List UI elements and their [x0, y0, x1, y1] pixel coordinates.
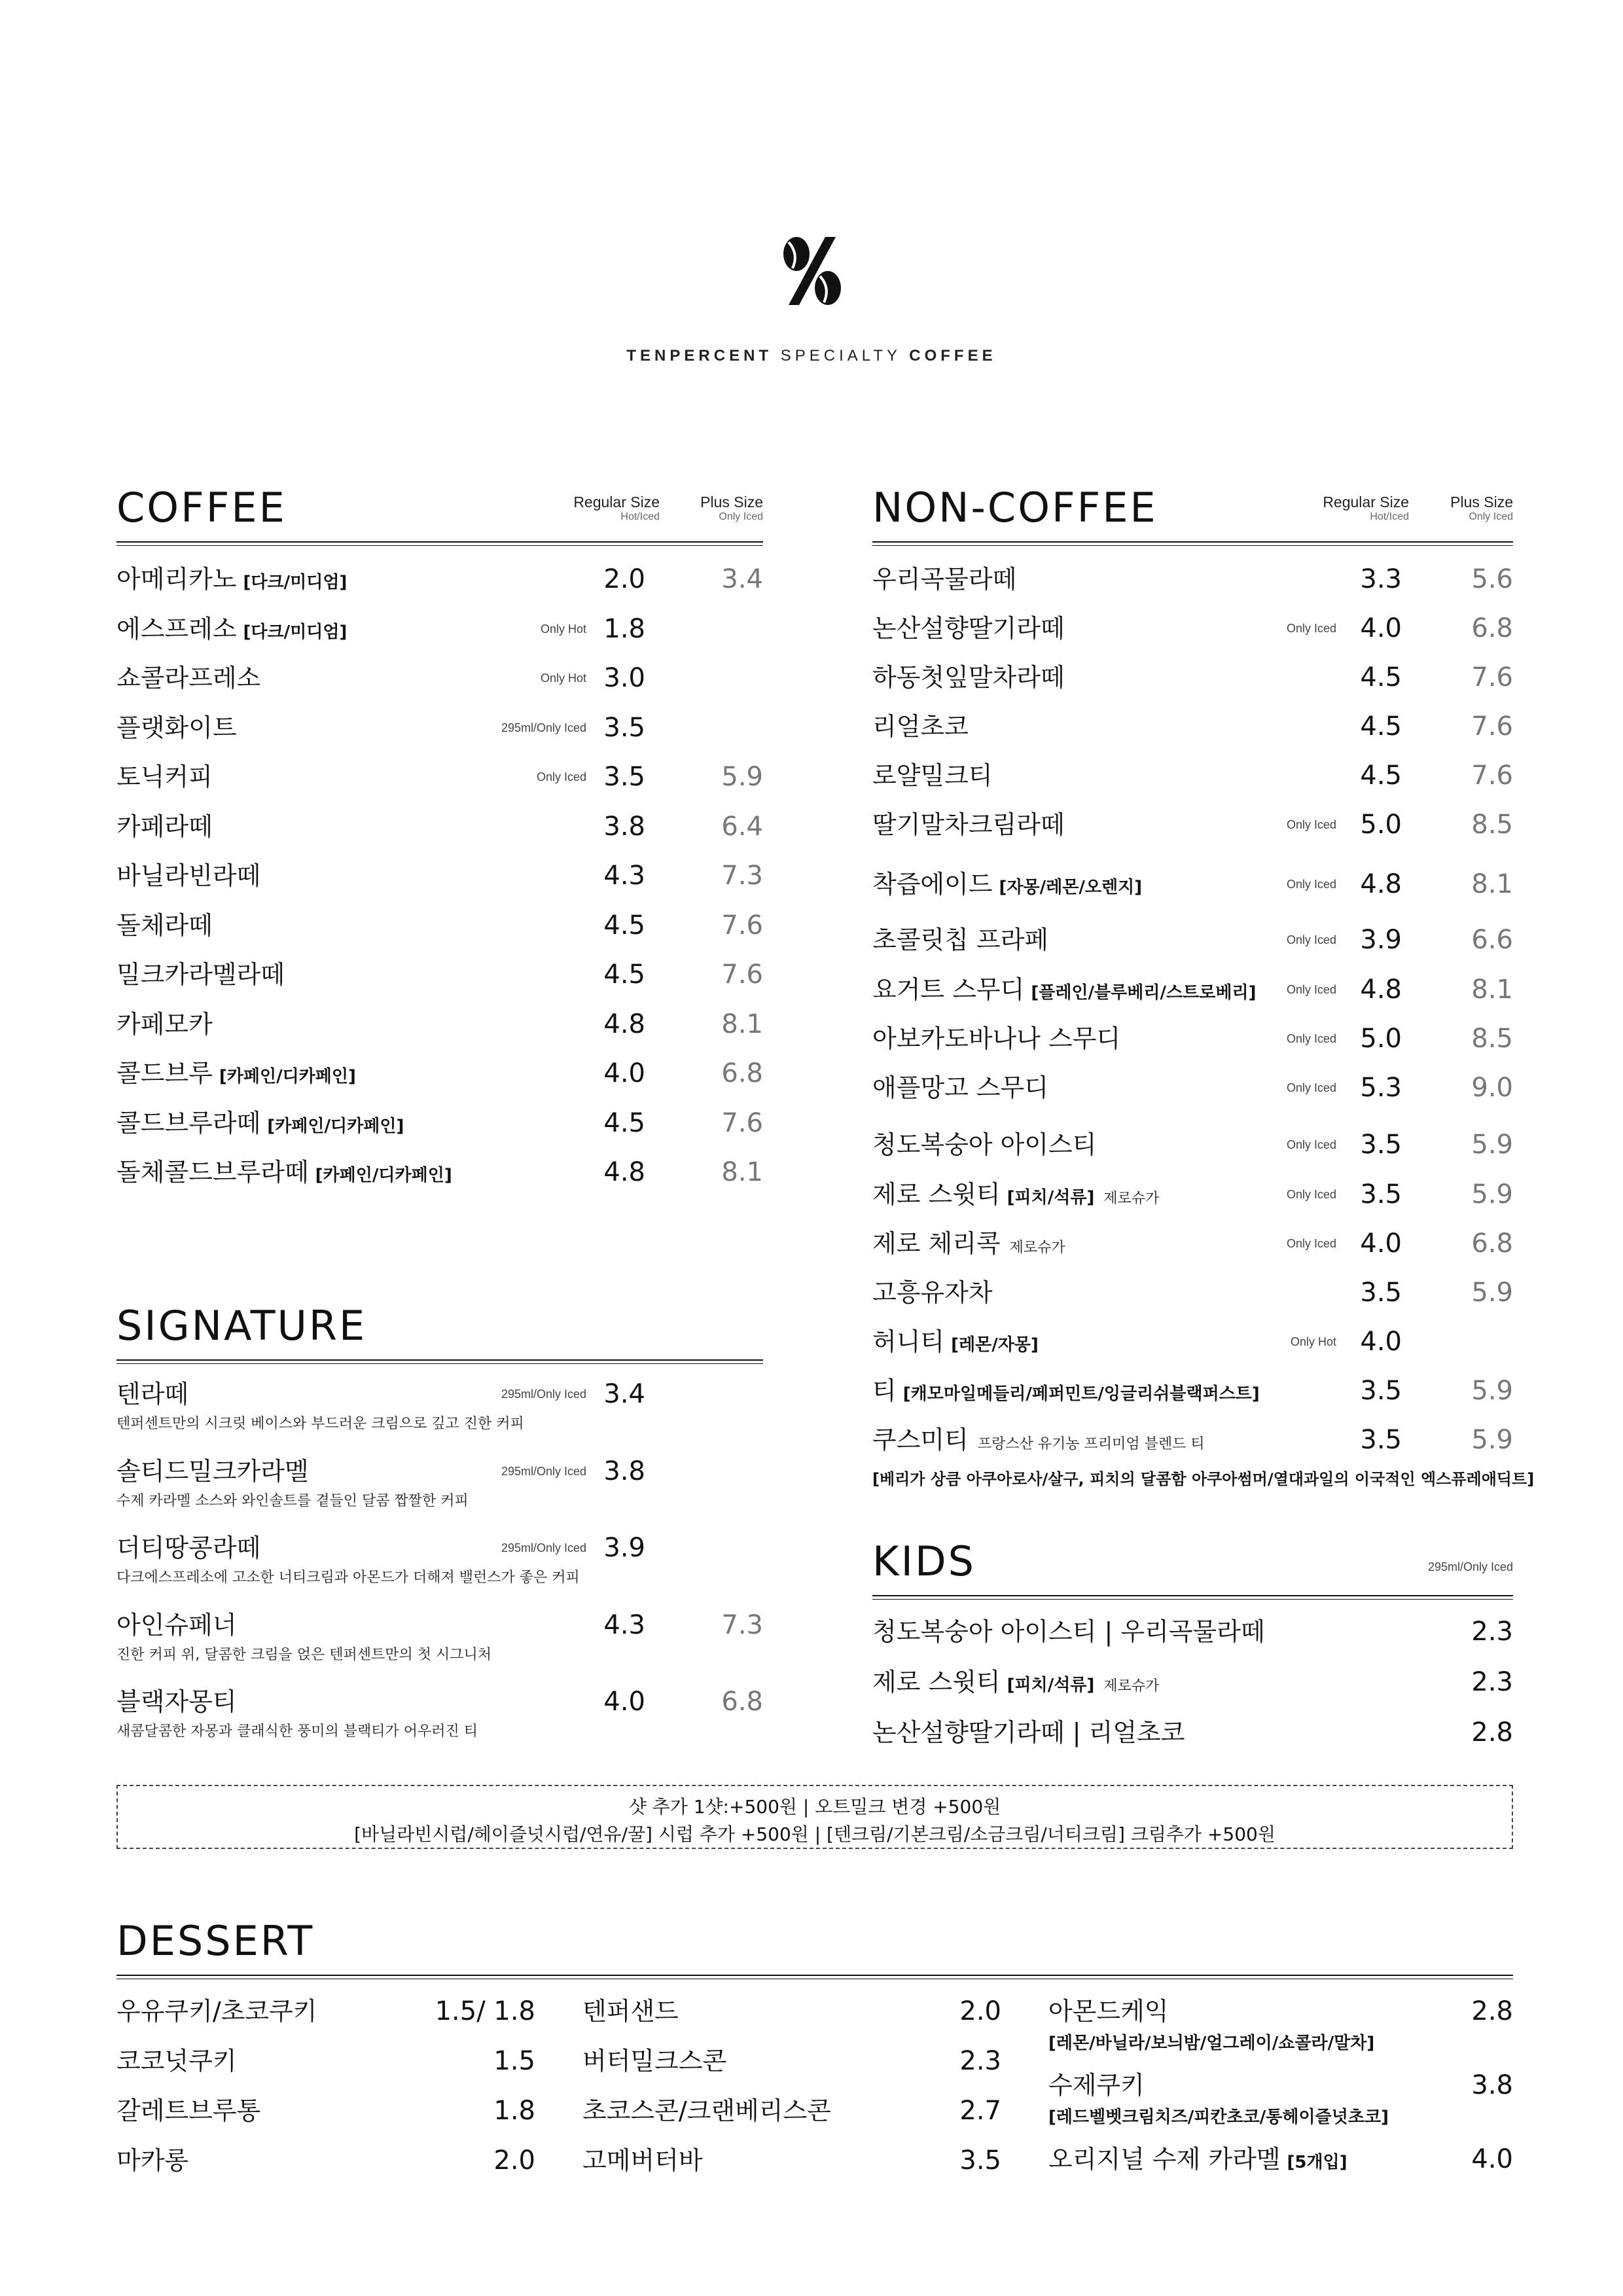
regular-price: 2.3 — [1471, 1617, 1513, 1647]
item-name-text: 마카롱 — [116, 2146, 189, 2175]
item-name-text: 청도복숭아 아이스티 — [872, 1130, 1097, 1159]
plus-price: 7.6 — [1471, 711, 1513, 742]
item-name — [872, 1019, 1120, 1058]
price: 1.5 — [493, 2046, 535, 2076]
plus-price: 8.5 — [1471, 1024, 1513, 1054]
item-serving-tag: Only Iced — [1286, 983, 1336, 996]
regular-price: 4.0 — [1360, 1327, 1402, 1357]
regular-price: 3.8 — [603, 811, 645, 842]
coffee-section — [116, 484, 763, 1208]
menu-item — [872, 1662, 1513, 1702]
regular-price: 3.5 — [1360, 1278, 1402, 1308]
dessert-item — [116, 2141, 535, 2180]
signature-section — [116, 1302, 763, 1764]
item-name-text: 블랙자몽티 — [116, 1687, 237, 1716]
plus-price: 5.9 — [1471, 1130, 1513, 1160]
item-name-text: 수제쿠키 — [1048, 2071, 1145, 2100]
regular-price: 3.9 — [603, 1533, 645, 1563]
plus-price: 5.9 — [1471, 1425, 1513, 1455]
regular-price: 2.0 — [603, 564, 645, 594]
item-name-text: 아몬드케익 — [1048, 1997, 1169, 2026]
item-name-text: 고흥유자차 — [872, 1278, 993, 1307]
menu-item — [872, 1420, 1513, 1460]
extras-line-1: 샷 추가 1샷:+500원 | 오트밀크 변경 +500원 — [628, 1796, 1001, 1818]
item-name — [116, 2091, 260, 2130]
dessert-item — [1048, 2140, 1513, 2179]
item-name — [872, 1612, 1265, 1651]
plus-price: 5.9 — [721, 762, 763, 792]
menu-item — [116, 560, 763, 599]
plus-price: 6.8 — [721, 1687, 763, 1717]
regular-price: 4.3 — [603, 861, 645, 891]
kids-size-note: 295ml/Only Iced — [1427, 1560, 1513, 1573]
price: 1.5/ 1.8 — [435, 1996, 535, 2026]
plus-price: 7.3 — [721, 861, 763, 891]
menu-item — [116, 856, 763, 895]
item-name-text: 플랫화이트 — [116, 713, 237, 742]
menu-item — [116, 807, 763, 846]
item-serving-tag: Only Hot — [1290, 1335, 1336, 1348]
item-serving-tag: 295ml/Only Iced — [501, 721, 586, 734]
item-name-text: 초콜릿칩 프라페 — [872, 925, 1049, 954]
item-name — [872, 865, 1142, 907]
item-name — [872, 707, 969, 746]
item-name — [872, 658, 1065, 697]
item-name — [116, 1605, 237, 1645]
dessert-item — [582, 2141, 1001, 2180]
coffee-bean-percent-logo — [779, 236, 845, 306]
section-title: KIDS — [872, 1537, 976, 1585]
item-name-text: 쿠스미티 — [872, 1426, 969, 1454]
regular-price: 4.5 — [603, 910, 645, 941]
item-name-text: 토닉커피 — [116, 762, 213, 791]
item-name — [872, 1371, 1260, 1414]
section-rule — [116, 1975, 1513, 1976]
regular-price: 4.0 — [1360, 1229, 1402, 1259]
plus-price: 6.8 — [721, 1058, 763, 1088]
item-name-text: 텐라떼 — [116, 1380, 189, 1408]
plus-price: 8.1 — [721, 1157, 763, 1187]
item-name-text: 코코넛쿠키 — [116, 2047, 237, 2075]
item-name-text: 애플망고 스무디 — [872, 1073, 1049, 1102]
extras-line-2: [바닐라빈시럽/헤이즐넛시럽/연유/꿀] 시럽 추가 +500원 | [텐크림/기본크림/소금크림/너티크림] 크림추가 +500원 — [354, 1823, 1275, 1845]
section-rule — [116, 1363, 763, 1364]
regular-price: 3.9 — [1360, 925, 1402, 955]
plus-price: 8.5 — [1471, 810, 1513, 840]
plus-price: 6.6 — [1471, 925, 1513, 955]
item-name — [116, 1054, 356, 1096]
item-note: 프랑스산 유기농 프리미엄 블렌드 티 — [977, 1436, 1205, 1452]
plus-size-header: Plus Size Only Iced — [1450, 493, 1513, 523]
menu-item — [116, 1103, 763, 1143]
regular-size-header: Regular Size Hot/Iced — [1323, 493, 1409, 523]
item-name — [116, 757, 213, 797]
menu-item — [872, 1125, 1513, 1164]
plus-price: 8.1 — [1471, 869, 1513, 899]
item-name-text: 초코스콘/크랜베리스콘 — [582, 2096, 831, 2125]
menu-item — [116, 955, 763, 994]
dessert-item — [116, 2041, 535, 2081]
item-name — [872, 1125, 1096, 1164]
item-name-text: 아보카도바나나 스무디 — [872, 1024, 1121, 1053]
item-serving-tag: Only Iced — [1286, 1081, 1336, 1094]
item-name — [1048, 1992, 1169, 2031]
menu-item — [872, 1019, 1513, 1058]
menu-item — [872, 609, 1513, 648]
regular-price: 3.5 — [1360, 1425, 1402, 1455]
item-name — [116, 708, 237, 747]
regular-price: 1.8 — [603, 613, 645, 644]
item-description: 다크에스프레소에 고소한 너티크림과 아몬드가 더해져 밸런스가 좋은 커피 — [116, 1570, 580, 1586]
item-name-text: 논산설향딸기라떼 | 리얼초코 — [872, 1718, 1185, 1747]
item-name-text: 에스프레소 — [116, 614, 237, 643]
brand-name: TENPERCENT SPECIALTY COFFEE — [626, 347, 997, 365]
menu-item — [872, 1371, 1513, 1410]
menu-item — [116, 609, 763, 649]
menu-item — [872, 805, 1513, 844]
section-rule — [872, 545, 1513, 546]
regular-price: 4.3 — [603, 1609, 645, 1640]
menu-item — [116, 1374, 763, 1432]
item-serving-tag: Only Iced — [1286, 1188, 1336, 1201]
item-name-text: 우리곡물라떼 — [872, 565, 1017, 594]
menu-item — [116, 1153, 763, 1192]
item-description: 진한 커피 위, 달콤한 크림을 얹은 텐퍼센트만의 첫 시그니처 — [116, 1646, 491, 1663]
plus-price: 3.4 — [721, 564, 763, 594]
section-title: COFFEE — [116, 484, 287, 531]
item-options: [피치/석류] — [1007, 1188, 1095, 1208]
menu-item — [116, 1054, 763, 1093]
item-name — [116, 906, 213, 945]
menu-item — [116, 1528, 763, 1586]
item-serving-tag: Only Iced — [1286, 1237, 1336, 1250]
regular-price: 2.3 — [1471, 1667, 1513, 1697]
item-name — [116, 856, 260, 895]
plus-price: 8.1 — [721, 1009, 763, 1039]
plus-price: 5.9 — [1471, 1179, 1513, 1210]
menu-item — [116, 1452, 763, 1509]
regular-price: 3.4 — [603, 1379, 645, 1409]
regular-price: 4.8 — [1360, 975, 1402, 1005]
regular-price: 4.5 — [603, 960, 645, 990]
item-name-text: 갈레트브루통 — [116, 2096, 261, 2125]
item-name-text: 논산설향딸기라떼 — [872, 614, 1065, 643]
dessert-section — [116, 1917, 1513, 2196]
item-name-text: 더티땅콩라떼 — [116, 1534, 261, 1562]
regular-price: 3.5 — [1360, 1130, 1402, 1160]
menu-item — [116, 1005, 763, 1044]
menu-item — [872, 658, 1513, 697]
item-name — [116, 2141, 188, 2180]
item-name — [116, 560, 347, 602]
price: 2.7 — [959, 2096, 1001, 2126]
price: 3.8 — [1471, 2070, 1513, 2100]
regular-price: 4.0 — [603, 1058, 645, 1088]
dessert-item — [582, 2041, 1001, 2081]
item-description: 새콤달콤한 자몽과 클래식한 풍미의 블랙티가 어우러진 티 — [116, 1723, 478, 1740]
plus-price: 6.8 — [1471, 613, 1513, 643]
regular-price: 2.8 — [1471, 1717, 1513, 1748]
item-name-text: 제로 스윗티 — [872, 1180, 1001, 1209]
item-name-text: 아인슈페너 — [116, 1610, 237, 1640]
menu-item — [872, 756, 1513, 795]
menu-item — [872, 1612, 1513, 1651]
item-name-text: 카페라떼 — [116, 812, 213, 841]
regular-price: 3.0 — [603, 663, 645, 693]
kusmi-tea-flavors: [베리가 상큼 아쿠아로사/살구, 피치의 달콤함 아쿠아썸머/열대과일의 이국적인 엑스퓨레애딕트] — [872, 1470, 1535, 1488]
menu-item — [116, 906, 763, 945]
noncoffee-section — [872, 484, 1535, 1502]
item-serving-tag: Only Iced — [1286, 878, 1336, 891]
item-name-text: 로얄밀크티 — [872, 761, 993, 790]
item-options: [카페인/디카페인] — [219, 1067, 356, 1086]
item-name-text: 아메리카노 — [116, 565, 237, 594]
item-name-text: 쇼콜라프레소 — [116, 664, 261, 692]
item-name — [116, 1005, 213, 1044]
plus-price: 9.0 — [1471, 1073, 1513, 1103]
menu-item — [872, 560, 1513, 599]
item-options: [플레인/블루베리/스트로베리] — [1031, 983, 1257, 1003]
dessert-item — [1048, 1992, 1513, 2031]
price: 2.3 — [959, 2046, 1001, 2076]
item-note: 제로슈가 — [1103, 1191, 1160, 1207]
item-name-text: 제로 스윗티 — [872, 1668, 1001, 1696]
dessert-item — [582, 1992, 1001, 2031]
regular-price: 4.5 — [1360, 711, 1402, 742]
item-name-text: 하동첫잎말차라떼 — [872, 663, 1065, 692]
item-name — [872, 920, 1048, 960]
item-name-text: 청도복숭아 아이스티 | 우리곡물라떼 — [872, 1617, 1265, 1646]
item-name-text: 밀크카라멜라떼 — [116, 960, 285, 989]
item-name — [116, 955, 285, 994]
menu-item — [872, 1322, 1513, 1361]
item-options: [5개입] — [1287, 2153, 1347, 2172]
item-name-text: 딸기말차크림라떼 — [872, 810, 1065, 839]
item-name-text: 허니티 — [872, 1327, 945, 1356]
plus-price: 5.6 — [1471, 564, 1513, 594]
item-options: [카페인/디카페인] — [267, 1116, 404, 1136]
regular-price: 4.5 — [1360, 662, 1402, 692]
item-name — [1048, 2140, 1347, 2182]
menu-item — [872, 920, 1513, 960]
item-options: [피치/석류] — [1007, 1676, 1095, 1695]
menu-item — [116, 757, 763, 797]
regular-price: 3.5 — [1360, 1179, 1402, 1210]
item-name — [582, 2141, 703, 2180]
item-serving-tag: Only Iced — [1286, 622, 1336, 635]
menu-item — [872, 707, 1513, 746]
item-name — [582, 2041, 726, 2081]
item-name-text: 돌체라떼 — [116, 910, 213, 940]
item-name — [872, 1175, 1159, 1219]
item-name — [872, 1322, 1039, 1365]
dessert-item — [116, 1992, 535, 2031]
price: 3.5 — [959, 2145, 1001, 2176]
item-serving-tag: Only Iced — [1286, 933, 1336, 946]
regular-price: 3.8 — [603, 1456, 645, 1486]
item-name-text: 솔티드밀크카라멜 — [116, 1456, 309, 1486]
section-title: DESSERT — [116, 1917, 315, 1965]
item-note: 제로슈가 — [1009, 1240, 1065, 1256]
price: 4.0 — [1471, 2144, 1513, 2174]
item-name-text: 티 — [872, 1376, 897, 1405]
item-name-text: 리얼초코 — [872, 712, 969, 741]
menu-item — [872, 1273, 1513, 1312]
menu-item — [116, 658, 763, 698]
item-name-text: 제로 체리콕 — [872, 1229, 1001, 1258]
item-serving-tag: 295ml/Only Iced — [501, 1388, 586, 1401]
item-name-text: 콜드브루라떼 — [116, 1108, 261, 1138]
section-rule — [872, 1599, 1513, 1600]
plus-price: 7.6 — [721, 960, 763, 990]
item-name-text: 오리지널 수제 카라멜 — [1048, 2145, 1281, 2174]
menu-item — [872, 1713, 1513, 1752]
item-name — [116, 1992, 317, 2031]
section-rule — [872, 541, 1513, 543]
plus-size-header: Plus Size Only Iced — [700, 493, 763, 523]
item-name — [116, 2041, 237, 2081]
section-rule — [116, 1359, 763, 1361]
plus-price: 7.6 — [1471, 761, 1513, 791]
item-name — [116, 807, 213, 846]
item-name-text: 우유쿠키/초코쿠키 — [116, 1997, 317, 2026]
item-options: [다크/미디엄] — [243, 573, 348, 592]
item-serving-tag: Only Hot — [540, 622, 586, 636]
item-options: [카페인/디카페인] — [315, 1166, 452, 1185]
item-serving-tag: Only Iced — [1286, 1138, 1336, 1151]
item-name — [116, 609, 347, 652]
regular-price: 5.0 — [1360, 810, 1402, 840]
item-options: [캐모마일메들리/페퍼민트/잉글리쉬블랙퍼스트] — [902, 1384, 1260, 1404]
price: 2.8 — [1471, 1996, 1513, 2026]
item-name-text: 텐퍼샌드 — [582, 1997, 679, 2026]
section-title: NON-COFFEE — [872, 484, 1158, 531]
item-name — [116, 1452, 309, 1491]
plus-price: 7.6 — [721, 1107, 763, 1138]
item-name — [116, 1374, 188, 1414]
plus-price: 5.9 — [1471, 1278, 1513, 1308]
regular-price: 5.3 — [1360, 1073, 1402, 1103]
item-serving-tag: Only Iced — [536, 770, 586, 783]
menu-item — [116, 708, 763, 747]
item-name — [116, 1528, 260, 1568]
item-name — [872, 1662, 1159, 1706]
plus-price: 5.9 — [1471, 1376, 1513, 1406]
item-name — [872, 1273, 993, 1312]
item-name — [116, 658, 260, 698]
item-name — [872, 805, 1065, 844]
item-name — [1048, 2066, 1145, 2105]
menu-item — [872, 1068, 1513, 1107]
regular-price: 3.5 — [603, 762, 645, 792]
section-rule — [116, 541, 763, 543]
item-name — [872, 1224, 1065, 1268]
kids-section — [872, 1537, 1513, 1757]
regular-price: 4.5 — [1360, 761, 1402, 791]
regular-size-header: Regular Size Hot/Iced — [573, 493, 660, 523]
item-name-text: 버터밀크스콘 — [582, 2047, 727, 2075]
regular-price: 3.5 — [1360, 1376, 1402, 1406]
item-options: [자몽/레몬/오렌지] — [999, 878, 1143, 897]
menu-item — [872, 1175, 1513, 1214]
item-name — [872, 1713, 1185, 1752]
item-name — [116, 1103, 404, 1146]
price: 1.8 — [493, 2096, 535, 2126]
item-serving-tag: Only Iced — [1286, 818, 1336, 831]
item-name-text: 요거트 스무디 — [872, 975, 1025, 1004]
item-description: 수제 카라멜 소스와 와인솔트를 곁들인 달콤 짭짤한 커피 — [116, 1492, 469, 1509]
item-name — [872, 1420, 1205, 1464]
item-name-text: 고메버터바 — [582, 2146, 703, 2175]
regular-price: 3.3 — [1360, 564, 1402, 594]
plus-price: 7.3 — [721, 1609, 763, 1640]
regular-price: 5.0 — [1360, 1024, 1402, 1054]
regular-price: 4.0 — [603, 1687, 645, 1717]
item-description: 텐퍼센트만의 시크릿 베이스와 부드러운 크림으로 깊고 진한 커피 — [116, 1416, 524, 1432]
menu-item — [116, 1682, 763, 1740]
menu-item — [872, 1224, 1513, 1263]
menu-item — [872, 970, 1513, 1009]
section-title: SIGNATURE — [116, 1302, 367, 1350]
item-options: [다크/미디엄] — [243, 622, 348, 642]
price: 2.0 — [959, 1996, 1001, 2026]
extras-box — [116, 1785, 1513, 1849]
menu-item — [116, 1605, 763, 1663]
item-serving-tag: 295ml/Only Iced — [501, 1464, 586, 1478]
item-name-text: 착즙에이드 — [872, 870, 993, 899]
item-name-text: 바닐라빈라떼 — [116, 861, 261, 890]
price: 2.0 — [493, 2145, 535, 2176]
dessert-item — [582, 2091, 1001, 2130]
regular-price: 4.0 — [1360, 613, 1402, 643]
item-flavors: [레몬/바닐라/보늬밤/얼그레이/쇼콜라/말차] — [1048, 2034, 1375, 2053]
item-name-text: 카페모카 — [116, 1009, 213, 1039]
item-name — [116, 1153, 452, 1195]
item-serving-tag: Only Hot — [540, 672, 586, 685]
item-name — [872, 609, 1065, 648]
item-serving-tag: 295ml/Only Iced — [501, 1541, 586, 1554]
plus-price: 8.1 — [1471, 975, 1513, 1005]
item-note: 제로슈가 — [1103, 1678, 1160, 1695]
section-rule — [116, 545, 763, 546]
item-name-text: 콜드브루 — [116, 1059, 213, 1088]
dessert-item — [116, 2091, 535, 2130]
item-name — [872, 756, 993, 795]
item-name-text: 돌체콜드브루라떼 — [116, 1158, 309, 1187]
regular-price: 3.5 — [603, 712, 645, 743]
plus-price: 6.4 — [721, 811, 763, 842]
item-name — [872, 1068, 1048, 1107]
item-name — [582, 1992, 679, 2031]
item-serving-tag: Only Iced — [1286, 1032, 1336, 1045]
plus-price: 7.6 — [721, 910, 763, 941]
regular-price: 4.5 — [603, 1107, 645, 1138]
item-name — [582, 2091, 831, 2130]
item-flavors: [레드벨벳크림치즈/피칸초코/통헤이즐넛초코] — [1048, 2108, 1389, 2127]
plus-price: 7.6 — [1471, 662, 1513, 692]
plus-price: 6.8 — [1471, 1229, 1513, 1259]
section-rule — [872, 1595, 1513, 1596]
dessert-item — [1048, 2066, 1513, 2105]
regular-price: 4.8 — [603, 1157, 645, 1187]
item-name — [872, 560, 1016, 599]
item-options: [레몬/자몽] — [951, 1335, 1039, 1355]
regular-price: 4.8 — [1360, 869, 1402, 899]
item-name — [116, 1682, 237, 1721]
regular-price: 4.8 — [603, 1009, 645, 1039]
menu-item — [872, 865, 1513, 904]
